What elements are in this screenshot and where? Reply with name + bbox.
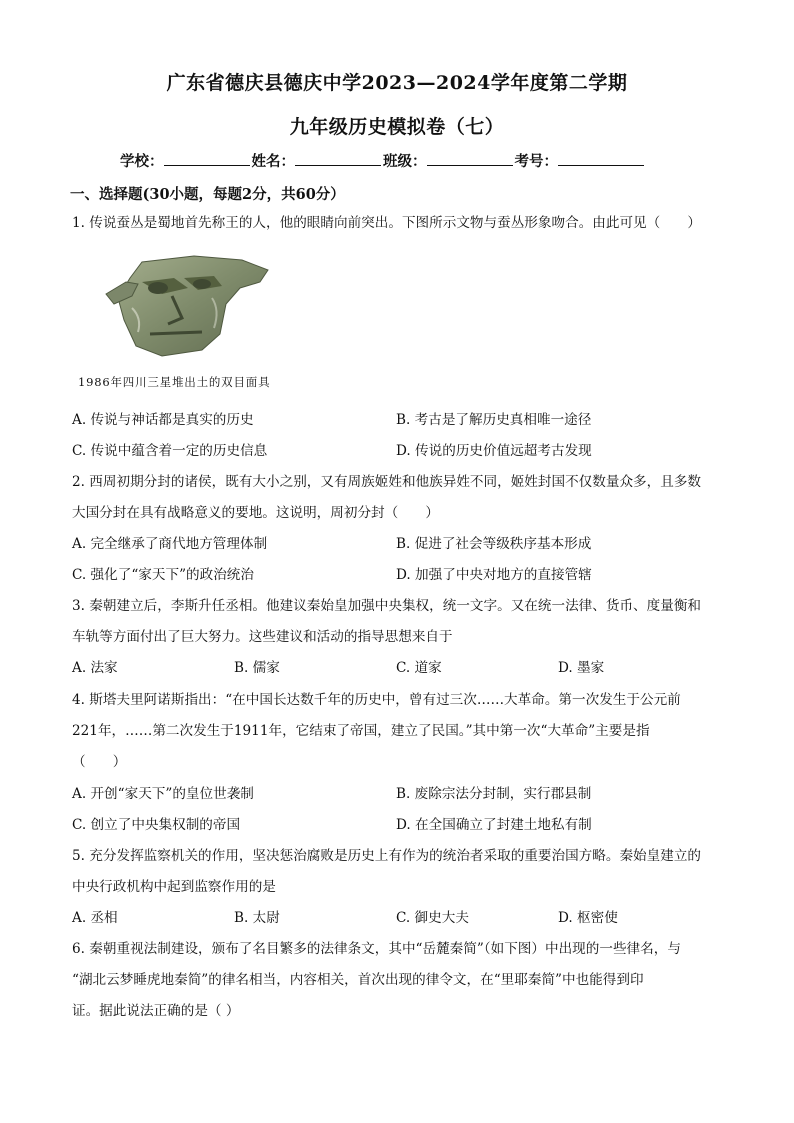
q3-stem-line1: 3. 秦朝建立后，李斯升任丞相。他建议秦始皇加强中央集权，统一文字。又在统一法律、货币、度量衡和 [72,598,702,614]
exam-title-line2: 九年级历史模拟卷（七） [289,116,505,138]
q4-stem-line1: 4. 斯塔夫里阿诺斯指出：“在中国长达数千年的历史中，曾有过三次……大革命。第一次发生于公元前 [72,692,681,708]
q3-option-d[interactable]: D. 墨家 [558,660,605,676]
q1-stem: 1. 传说蚕丛是蜀地首先称王的人，他的眼睛向前突出。下图所示文物与蚕丛形象吻合。由此可见（ ） [72,215,702,231]
q5-option-c[interactable]: C. 御史大夫 [396,910,469,926]
name-label: 姓名： [251,153,295,170]
q3-stem-line2: 车轨等方面付出了巨大努力。这些建议和活动的指导思想来自于 [72,629,453,645]
student-info-row [120,150,680,171]
q2-option-b[interactable]: B. 促进了社会等级秩序基本形成 [396,536,592,552]
q4-option-d[interactable]: D. 在全国确立了封建土地私有制 [396,817,592,833]
q3-option-c[interactable]: C. 道家 [396,660,442,676]
school-blank [164,151,250,166]
q5-option-a[interactable]: A. 丞相 [72,910,118,926]
q1-option-a[interactable]: A. 传说与神话都是真实的历史 [72,412,254,428]
class-blank [427,151,513,166]
q5-stem-line1: 5. 充分发挥监察机关的作用，坚决惩治腐败是历史上有作为的统治者采取的重要治国方略。秦始皇建立的 [72,848,702,864]
q5-stem-line2: 中央行政机构中起到监察作用的是 [72,879,276,895]
q2-option-d[interactable]: D. 加强了中央对地方的直接管辖 [396,567,592,583]
q1-option-d[interactable]: D. 传说的历史价值远超考古发现 [396,443,592,459]
q1-option-c[interactable]: C. 传说中蕴含着一定的历史信息 [72,443,268,459]
image-caption: 1986年四川三星堆出土的双目面具 [78,375,271,389]
q2-option-a[interactable]: A. 完全继承了商代地方管理体制 [72,536,268,552]
q1-option-b[interactable]: B. 考古是了解历史真相唯一途径 [396,412,592,428]
q2-option-c[interactable]: C. 强化了“家天下”的政治统治 [72,567,254,583]
school-label: 学校： [120,153,164,170]
q4-option-a[interactable]: A. 开创“家天下”的皇位世袭制 [72,786,254,802]
q3-option-b[interactable]: B. 儒家 [234,660,280,676]
bronze-mask-image [102,248,272,364]
q5-option-d[interactable]: D. 枢密使 [558,910,618,926]
exam-title-line1: 广东省德庆县德庆中学2023—2024学年度第二学期 [166,72,628,94]
q4-option-c[interactable]: C. 创立了中央集权制的帝国 [72,817,241,833]
q2-stem-line1: 2. 西周初期分封的诸侯，既有大小之别，又有周族姬姓和他族异姓不同，姬姓封国不仅数量众多，且多数 [72,474,702,490]
q4-option-b[interactable]: B. 废除宗法分封制，实行郡县制 [396,786,592,802]
q4-stem-line3: （ ） [72,754,127,770]
q6-stem-line3: 证。据此说法正确的是（ ） [72,1003,240,1019]
q3-option-a[interactable]: A. 法家 [72,660,118,676]
q6-stem-line2: “湖北云梦睡虎地秦简”的律名相当，内容相关，首次出现的律令文，在“里耶秦简”中也能得到印 [72,972,644,988]
class-label: 班级： [383,153,427,170]
number-blank [558,151,644,166]
name-blank [295,151,381,166]
q2-stem-line2: 大国分封在具有战略意义的要地。这说明，周初分封（ ） [72,505,440,521]
number-label: 考号： [514,153,558,170]
section-title: 一、选择题(30小题，每题2分，共60分） [70,186,345,203]
q5-option-b[interactable]: B. 太尉 [234,910,280,926]
q4-stem-line2: 221年，……第二次发生于1911年，它结束了帝国，建立了民国。”其中第一次“大革命”主要是指 [72,723,650,739]
q6-stem-line1: 6. 秦朝重视法制建设，颁布了名目繁多的法律条文，其中“岳麓秦简”（如下图）中出现的一些律名，与 [72,941,681,957]
